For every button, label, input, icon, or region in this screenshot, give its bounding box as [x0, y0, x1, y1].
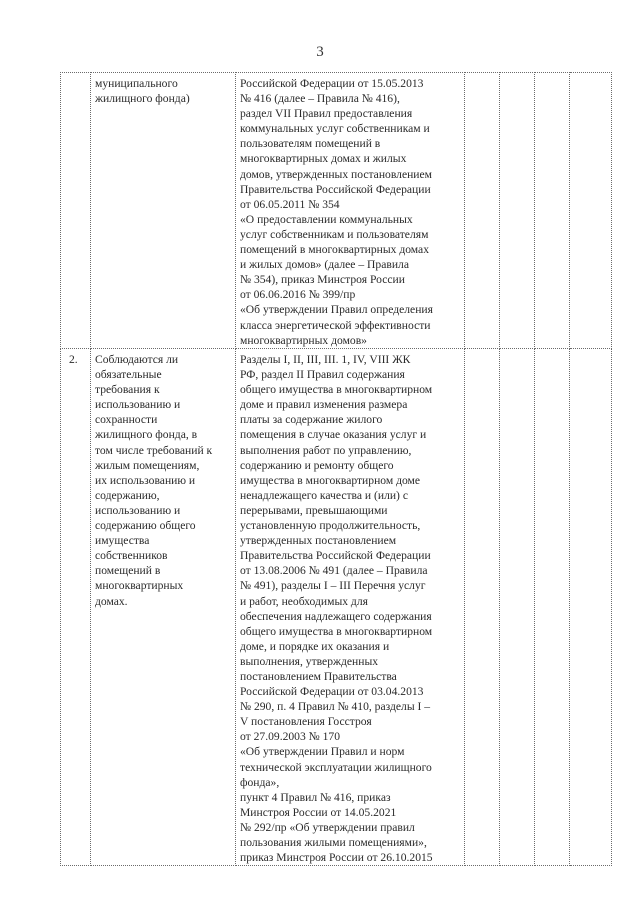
text-line: жилищного фонда): [95, 92, 190, 106]
text-line: № 290, п. 4 Правил № 410, разделы I –: [240, 700, 431, 714]
text-line: от 27.09.2003 № 170: [240, 730, 341, 744]
text-line: содержанию и ремонту общего: [240, 458, 394, 472]
text-line: помещений в: [95, 564, 161, 578]
text-line: домов, утвержденных постановлением: [240, 167, 432, 181]
text-line: жилым помещениям,: [95, 458, 200, 472]
text-line: класса энергетической эффективности: [240, 318, 431, 332]
text-line: платы за содержание жилого: [240, 413, 383, 427]
question-cell: [91, 73, 236, 349]
text-line: постановлением Правительства: [240, 669, 397, 683]
text-line: сохранности: [95, 413, 158, 427]
text-line: РФ, раздел II Правил содержания: [240, 368, 405, 382]
text-line: общего имущества в многоквартирном: [240, 383, 433, 397]
text-line: собственников: [95, 549, 168, 563]
text-line: пользования жилыми помещениями»,: [240, 836, 427, 849]
text-line: Правительства Российской Федерации: [240, 549, 431, 563]
text-line: их использованию и: [95, 473, 196, 487]
answer-yes-cell: [465, 349, 500, 866]
question-cell: [91, 349, 236, 866]
text-line: Российской Федерации от 03.04.2013: [240, 685, 424, 699]
text-line: пользователям помещений в: [240, 137, 381, 151]
text-line: имущества в многоквартирном доме: [240, 473, 421, 487]
text-line: выполнения работ по управлению,: [240, 443, 412, 457]
text-line: многоквартирных домах и жилых: [240, 152, 407, 166]
answer-yes-cell: [465, 73, 500, 349]
answer-not-applicable-cell: [535, 349, 570, 866]
table-row: [61, 349, 612, 866]
notes-cell: [570, 349, 612, 866]
text-line: фонда»,: [240, 775, 280, 789]
text-line: услуг собственникам и пользователям: [240, 227, 429, 241]
text-line: Минстроя России от 14.05.2021: [240, 805, 397, 819]
requirements-table: [60, 72, 612, 866]
text-line: жилищного фонда, в: [95, 428, 198, 442]
text-line: ненадлежащего качества и (или) с: [240, 488, 408, 502]
answer-no-cell: [500, 349, 535, 866]
text-line: требования к: [95, 383, 160, 397]
row-number-cell: 2.: [61, 349, 91, 866]
text-line: общего имущества в многоквартирном: [240, 624, 433, 638]
text-line: Разделы I, II, III, III. 1, IV, VIII ЖК: [240, 353, 411, 366]
text-line: раздел VII Правил предоставления: [240, 107, 413, 121]
text-line: «Об утверждении Правил определения: [240, 303, 433, 317]
text-line: № 491), разделы I – III Перечня услуг: [240, 579, 426, 593]
text-line: «О предоставлении коммунальных: [240, 212, 413, 226]
text-line: домах.: [95, 594, 128, 608]
text-line: Российской Федерации от 15.05.2013: [240, 77, 424, 90]
references-cell: [236, 349, 465, 866]
text-line: многоквартирных: [95, 579, 184, 593]
notes-cell: [570, 73, 612, 349]
text-line: от 06.05.2011 № 354: [240, 197, 340, 211]
text-line: содержанию общего: [95, 519, 196, 533]
text-line: приказ Минстроя России от 26.10.2015: [240, 851, 433, 865]
text-line: пункт 4 Правил № 416, приказ: [240, 790, 391, 804]
text-line: том числе требований к: [95, 443, 213, 457]
text-line: содержанию,: [95, 488, 160, 502]
text-line: установленную продолжительность,: [240, 519, 421, 533]
text-line: и работ, необходимых для: [240, 594, 368, 608]
text-line: «Об утверждении Правил и норм: [240, 745, 405, 759]
answer-not-applicable-cell: [535, 73, 570, 349]
text-line: многоквартирных домов»: [240, 333, 367, 347]
text-line: муниципального: [95, 77, 178, 90]
text-line: перерывами, превышающими: [240, 503, 388, 517]
text-line: доме, и порядке их оказания и: [240, 639, 390, 653]
text-line: выполнения, утвержденных: [240, 654, 379, 668]
text-line: обеспечения надлежащего содержания: [240, 609, 432, 623]
row-number-cell: [61, 73, 91, 349]
text-line: от 06.06.2016 № 399/пр: [240, 288, 356, 302]
text-line: доме и правил изменения размера: [240, 398, 408, 412]
text-line: Соблюдаются ли: [95, 353, 179, 366]
answer-no-cell: [500, 73, 535, 349]
text-line: использованию и: [95, 503, 181, 517]
text-line: технической эксплуатации жилищного: [240, 760, 432, 774]
text-line: помещения в случае оказания услуг и: [240, 428, 427, 442]
text-line: от 13.08.2006 № 491 (далее – Правила: [240, 564, 428, 578]
text-line: Правительства Российской Федерации: [240, 182, 431, 196]
text-line: V постановления Госстроя: [240, 715, 372, 729]
text-line: № 416 (далее – Правила № 416),: [240, 92, 400, 106]
references-cell: [236, 73, 465, 349]
text-line: № 354), приказ Минстроя России: [240, 273, 405, 287]
text-line: № 292/пр «Об утверждении правил: [240, 820, 415, 834]
text-line: имущества: [95, 534, 150, 548]
text-line: коммунальных услуг собственникам и: [240, 122, 430, 136]
text-line: и жилых домов» (далее – Правила: [240, 258, 409, 272]
text-line: обязательные: [95, 368, 162, 382]
text-line: утвержденных постановлением: [240, 534, 397, 548]
page-number: 3: [316, 44, 324, 60]
text-line: помещений в многоквартирных домах: [240, 243, 429, 257]
table-row: [61, 73, 612, 349]
text-line: использованию и: [95, 398, 181, 412]
